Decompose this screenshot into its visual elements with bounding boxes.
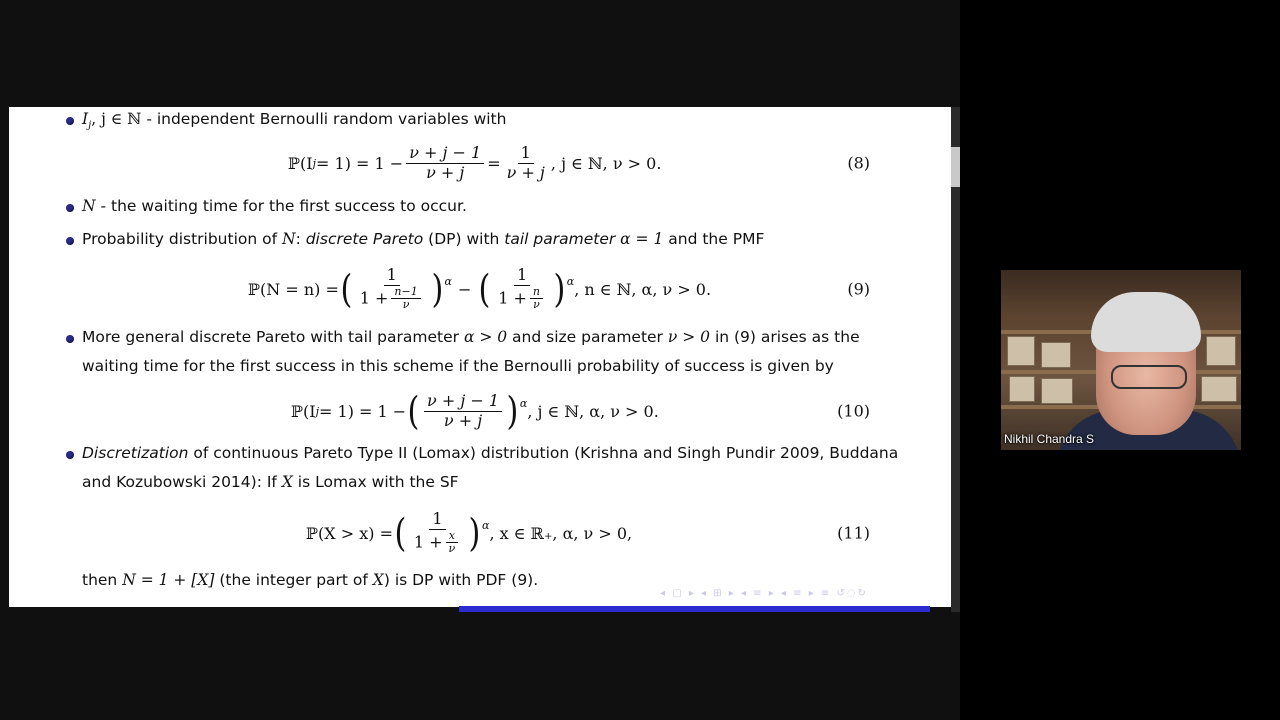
bullet-dot: [66, 117, 74, 125]
shelf-box: [1041, 342, 1071, 368]
bullet-3-text: [82, 230, 764, 248]
denominator-part: 1 +: [413, 532, 443, 552]
math-inline: N = 1 + [X]: [122, 571, 215, 589]
slide-progress-bar: [459, 606, 930, 612]
equation-number: (11): [837, 523, 870, 543]
right-paren: ): [431, 267, 444, 311]
math-inline: ν > 0: [667, 328, 711, 346]
math-subscript: j: [88, 120, 92, 132]
denominator-part: 1 +: [359, 288, 389, 308]
bullet-text: then: [82, 571, 123, 589]
small-fraction: [391, 286, 420, 312]
glasses: [1111, 365, 1187, 389]
fraction-denominator: ν + j: [506, 162, 545, 182]
eq-conditions: , j ∈ ℕ, ν > 0.: [550, 153, 662, 173]
fraction-numerator: n: [530, 286, 543, 300]
fraction: [406, 144, 484, 182]
math-X: X: [281, 473, 293, 491]
math-N: N: [282, 230, 296, 248]
scrollbar[interactable]: [951, 107, 960, 612]
fraction-numerator: ν + j − 1: [406, 144, 484, 163]
term-discrete-pareto: discrete Pareto: [305, 230, 424, 248]
shelf-box: [1009, 376, 1035, 402]
participant-video-tile[interactable]: [1001, 270, 1241, 450]
right-paren: ): [553, 267, 566, 311]
eq-lhs: ℙ(I: [291, 401, 316, 421]
exponent: α: [519, 396, 528, 410]
small-fraction: [530, 286, 543, 312]
equation-number: (9): [847, 279, 870, 299]
presentation-slide: [9, 107, 951, 607]
math-X: X: [372, 571, 384, 589]
fraction: [504, 144, 548, 182]
fraction-denominator: ν: [402, 298, 410, 312]
fraction-denominator: ν + j: [443, 410, 483, 430]
left-paren: (: [340, 267, 353, 311]
term-tail-parameter: tail parameter: [504, 230, 616, 248]
participant-name-label: Nikhil Chandra S: [1004, 432, 1095, 446]
bullet-dot: [66, 335, 74, 343]
equation-10: [9, 386, 951, 436]
eq-conditions: , x ∈ ℝ₊, α, ν > 0,: [489, 523, 633, 543]
fraction-numerator: x: [446, 530, 458, 544]
fraction-numerator: ν + j − 1: [424, 392, 502, 411]
term-discretization: Discretization: [82, 444, 189, 462]
exponent: α: [566, 274, 575, 288]
bullet-text: :: [295, 230, 306, 248]
right-paren: ): [468, 511, 481, 555]
bullet-text: ) is DP with PDF (9).: [383, 571, 539, 589]
equation-number: (10): [837, 401, 870, 421]
eq-lhs: ℙ(X > x) =: [306, 523, 393, 543]
bullet-dot: [66, 237, 74, 245]
scrollbar-thumb[interactable]: [951, 147, 960, 187]
fraction-denominator: [411, 530, 464, 556]
fraction-denominator: ν + j: [426, 162, 465, 182]
bullet-dot: [66, 204, 74, 212]
bullet-dot: [66, 451, 74, 459]
eq-lhs: ℙ(N = n) =: [248, 279, 339, 299]
exponent: α: [482, 518, 490, 532]
fraction: [495, 266, 549, 312]
left-paren: (: [407, 389, 420, 433]
left-paren: (: [394, 511, 407, 555]
eq-subscript: j: [312, 156, 317, 170]
fraction-numerator: 1: [429, 510, 445, 529]
bullet-text: in (9) arises as the: [710, 328, 860, 346]
bullet-text: and Kozubowski 2014): If: [82, 473, 282, 491]
shelf-box: [1206, 336, 1236, 366]
equation-number: (8): [847, 153, 870, 173]
exponent: α: [444, 274, 452, 288]
fraction: [357, 266, 427, 312]
bullet-text: Probability distribution of: [82, 230, 282, 248]
equation-8: [9, 138, 951, 188]
eq-lhs-end: = 1) = 1 −: [316, 153, 404, 173]
bullet-5-line-1: [82, 444, 898, 462]
fraction-denominator: ν: [533, 298, 540, 312]
right-paren: ): [506, 389, 519, 433]
left-paren: (: [478, 267, 491, 311]
eq-conditions: , j ∈ ℕ, α, ν > 0.: [527, 401, 659, 421]
equation-9: [9, 259, 951, 319]
fraction: [424, 392, 502, 430]
eq-subscript: j: [315, 404, 320, 418]
eq-lhs: ℙ(I: [288, 153, 313, 173]
fraction-numerator: 1: [384, 266, 400, 285]
beamer-navigation-symbols[interactable]: ◂ ▢ ▸ ◂ ⊞ ▸ ◂ ≡ ▸ ◂ ≡ ▸ ≡ ↺◌↻: [660, 588, 868, 599]
math-inline: , j ∈ ℕ: [91, 110, 142, 128]
fraction-numerator: n−1: [391, 286, 420, 300]
fraction-numerator: 1: [518, 144, 534, 163]
final-line: [82, 571, 538, 589]
bullet-5-line-2: [82, 473, 459, 491]
math-inline: α > 0: [463, 328, 508, 346]
bullet-text: of continuous Pareto Type II (Lomax) distribution (Krishna and Singh Pundir 2009, Buddana: [188, 444, 899, 462]
fraction-denominator: [495, 286, 549, 312]
bullet-text: is Lomax with the SF: [292, 473, 459, 491]
bullet-text: More general discrete Pareto with tail parameter: [82, 328, 464, 346]
bullet-text: (the integer part of: [214, 571, 373, 589]
bullet-text: - the waiting time for the first success to occur.: [95, 197, 467, 215]
eq-conditions: , n ∈ ℕ, α, ν > 0.: [574, 279, 712, 299]
bullet-text: and the PMF: [663, 230, 765, 248]
shelf-box: [1041, 378, 1073, 404]
fraction: [411, 510, 464, 556]
fraction-denominator: [357, 286, 427, 312]
shelf-box: [1007, 336, 1035, 366]
small-fraction: [446, 530, 459, 556]
bullet-text: - independent Bernoulli random variables with: [141, 110, 507, 128]
bullet-4-line-2: waiting time for the first success in this scheme if the Bernoulli probability of success is given by: [82, 357, 834, 375]
bullet-1-text: [82, 110, 506, 131]
equals-sign: =: [487, 153, 501, 173]
math-inline: α = 1: [615, 230, 664, 248]
fraction-denominator: ν: [448, 542, 456, 556]
eq-lhs-end: = 1) = 1 −: [319, 401, 407, 421]
math-N: N: [82, 197, 96, 215]
denominator-part: 1 +: [498, 288, 527, 308]
bullet-text: (DP) with: [423, 230, 505, 248]
math-I: I: [82, 110, 89, 128]
bullet-2-text: [82, 197, 467, 215]
shelf-box: [1201, 376, 1237, 402]
bullet-4-line-1: [82, 328, 860, 346]
person-hair: [1091, 292, 1201, 352]
fraction-numerator: 1: [514, 266, 530, 285]
minus-sign: −: [457, 279, 472, 299]
bullet-text: and size parameter: [507, 328, 668, 346]
equation-11: [9, 503, 951, 563]
